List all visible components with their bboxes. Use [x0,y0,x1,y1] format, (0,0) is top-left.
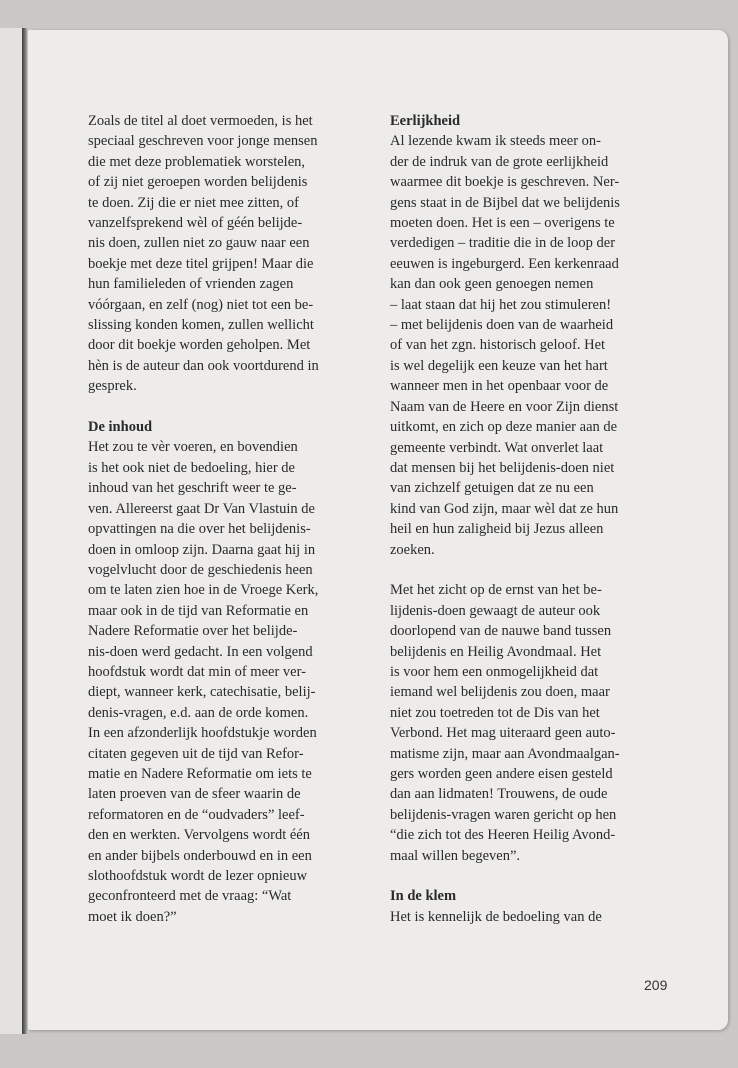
section-heading-inhoud: De inhoud [88,419,153,436]
book-binding [22,28,27,1034]
page-number: 209 [644,977,668,993]
right-column [390,111,653,927]
facing-page-edge [0,28,22,1034]
left-column [88,111,351,927]
eerlijkheid-paragraph: Al lezende kwam ik steeds meer on- der de indruk van de grote eerlijkheid waarmee dit boekje is geschreven. Ner- gens staat in de Bijbel dat we belijdenis moeten doen. Het is een – overigens te verdedigen – traditie die in de loop der eeuwen is ingeburgerd. Een kerkenraad kan dan ook geen genoegen nemen – laat staan dat hij het zou stimuleren! – met belijdenis doen van de waarheid of van het zgn. historisch geloof. Het is wel degelijk een keuze van het hart wanneer men in het openbaar voor de Naam van de Heere en voor Zijn dienst uitkomt, en zich op deze manier aan de gemeente verbindt. Wat onverlet laat dat mensen bij het belijdenis-doen niet van zichzelf getuigen dat ze nu een kind van God zijn, maar wèl dat ze hun heil en hun zaligheid bij Jezus alleen zoeken. [390,133,620,558]
section-heading-eerlijkheid: Eerlijkheid [390,113,461,129]
section-heading-klem: In de klem [390,888,457,905]
klem-paragraph: Het is kennelijk de bedoeling van de [390,908,602,925]
inhoud-paragraph: Het zou te vèr voeren, en bovendien is het ook niet de bedoeling, hier de inhoud van het geschrift weer te ge- ven. Allereerst gaat Dr Van Vlastuin de opvattingen na die over het belijdenis- doen in omloop zijn. Daarna gaat hij in vogelvlucht door de geschiedenis heen om te laten zien hoe in de Vroege Kerk, maar ook in de tijd van Reformatie en Nadere Reformatie over het belijde- nis-doen werd gedacht. In een volgend hoofdstuk wordt dat min of meer ver- diept, wanneer kerk, catechisatie, belij- denis-vragen, e.d. aan de orde komen. In een afzonderlijk hoofdstukje worden citaten gegeven uit de tijd van Refor- matie en Nadere Reformatie om iets te laten proeven van de sfeer waarin de reformatoren en de “oudvaders” leef- den en werkten. Vervolgens wordt één en ander bijbels onderbouwd en in een slothoofdstuk wordt de lezer opnieuw geconfronteerd met de vraag: “Wat moet ik doen?” [88,439,319,925]
avondmaal-paragraph: Met het zicht op de ernst van het be- lijdenis-doen gewaagt de auteur ook doorlopend van de nauwe band tussen belijdenis en Heilig Avondmaal. Het is voor hem een onmogelijkheid dat iemand wel belijdenis zou doen, maar niet zou toetreden tot de Dis van het Verbond. Het mag uiteraard geen auto- matisme zijn, maar aan Avondmaalgan- gers worden geen andere eisen gesteld dan aan lidmaten! Trouwens, de oude belijdenis-vragen waren gericht op hen “die zich tot des Heeren Heilig Avond- maal willen begeven”. [390,582,620,864]
intro-paragraph: Zoals de titel al doet vermoeden, is het speciaal geschreven voor jonge mensen die met deze problematiek worstelen, of zij niet geroepen worden belijdenis te doen. Zij die er niet mee zitten, of vanzelfsprekend wèl of géén belijde- nis doen, zullen niet zo gauw naar een boekje met deze titel grijpen! Maar die hun familieleden of vrienden zagen vóórgaan, en zelf (nog) niet tot een be- slissing konden komen, zullen wellicht door dit boekje worden geholpen. Met hèn is de auteur dan ook voortdurend in gesprek. [88,113,319,395]
